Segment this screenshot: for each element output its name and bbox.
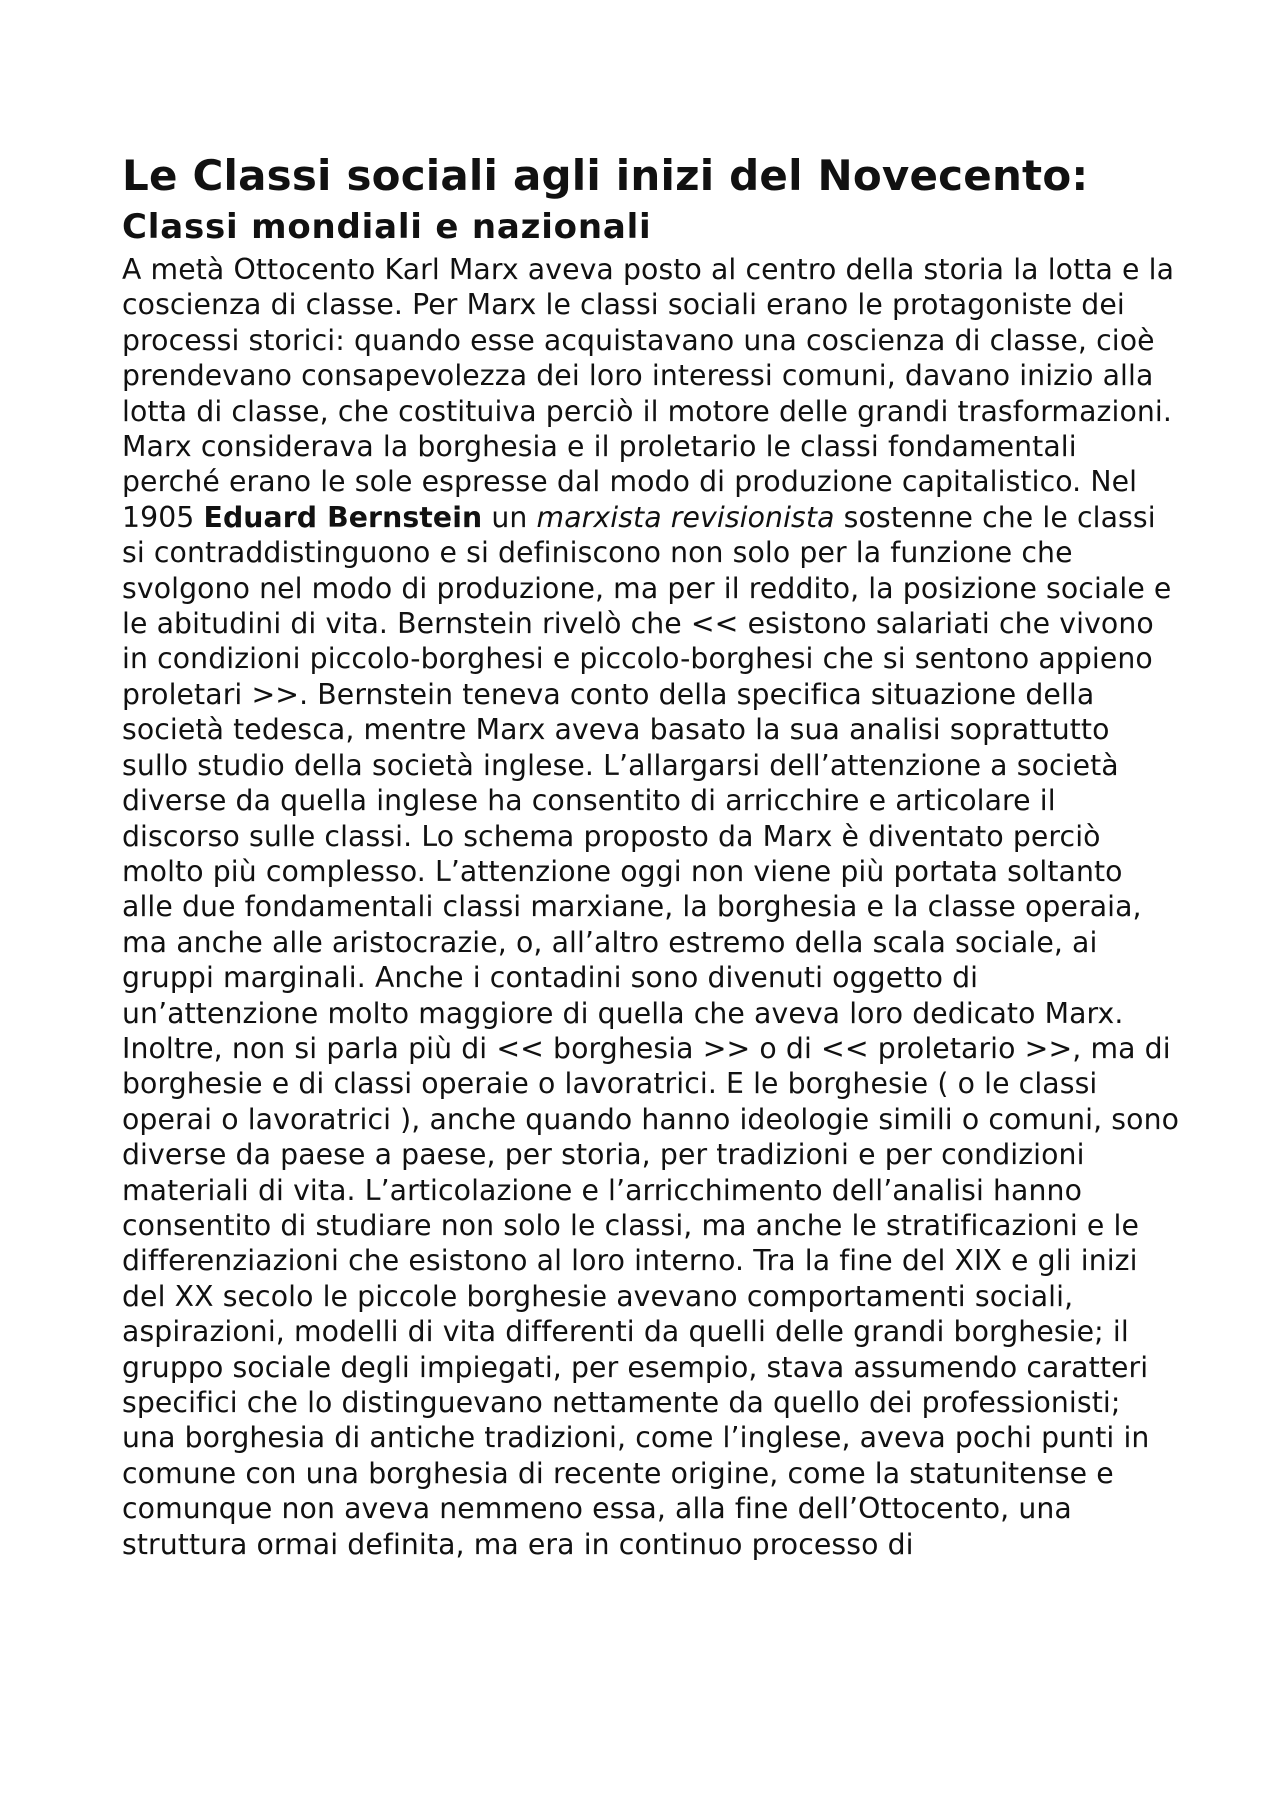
document-subtitle: Classi mondiali e nazionali [122,207,652,247]
document-title: Le Classi sociali agli inizi del Novecento: [122,151,1089,200]
paragraph-bold-name: Eduard Bernstein [203,500,483,534]
paragraph-text-part3: sostenne che le classi si contraddistinguono e si definiscono non solo per la funzione che svolgono nel modo di produzione, ma per il reddito, la posizione sociale e le abitudini di vita. Bernstein rivelò che << esistono salariati che vivono in condizioni piccolo-borghesi e piccolo-borghesi che si sentono appieno proletari >>. Bernstein teneva conto della specifica situazione della società tedesca, mentre Marx aveva basato la sua analisi soprattutto sullo studio della società inglese. L’allargarsi dell’attenzione a società diverse da quella inglese ha consentito di arricchire e articolare il discorso sulle classi. Lo schema proposto da Marx è diventato perciò molto più complesso. L’attenzione oggi non viene più portata soltanto alle due fondamentali classi marxiane, la borghesia e la classe operaia, ma anche alle aristocrazie, o, all’altro estremo della scala sociale, ai gruppi marginali. Anche i contadini sono divenuti oggetto di un’attenzione molto maggiore di quella che aveva loro dedicato Marx. Inoltre, non si parla più di << borghesia >> o di << proletario >>, ma di borghesie e di classi operaie o lavoratrici. E le borghesie ( o le classi operai o lavoratrici ), anche quando hanno ideologie simili o comuni, sono diverse da paese a paese, per storia, per tradizioni e per condizioni materiali di vita. L’articolazione e l’arricchimento dell’analisi hanno consentito di studiare non solo le classi, ma anche le stratificazioni e le differenziazioni che esistono al loro interno. Tra la fine del XIX e gli inizi del XX secolo le piccole borghesie avevano comportamenti sociali, aspirazioni, modelli di vita differenti da quelli delle grandi borghesie; il gruppo sociale degli impiegati, per esempio, stava assumendo caratteri specifici che lo distinguevano nettamente da quello dei professionisti; una borghesia di antiche tradizioni, come l’inglese, aveva pochi punti in comune con una borghesia di recente origine, come la statunitense e comunque non aveva nemmeno essa, alla fine dell’Ottocento, una struttura ormai definita, ma era in continuo processo di [122,500,1180,1561]
body-paragraph [122,252,1182,1562]
paragraph-text-part2: un [482,500,537,534]
document-page [122,148,1182,1562]
paragraph-text-part1: A metà Ottocento Karl Marx aveva posto al centro della storia la lotta e la coscienza di classe. Per Marx le classi sociali erano le protagoniste dei processi storici: quando esse acquistavano una coscienza di classe, cioè prendevano consapevolezza dei loro interessi comuni, davano inizio alla lotta di classe, che costituiva perciò il motore delle grandi trasformazioni. Marx considerava la borghesia e il proletario le classi fondamentali perché erano le sole espresse dal modo di produzione capitalistico. Nel 1905 [122,253,1175,534]
paragraph-italic-term: marxista revisionista [536,500,835,534]
